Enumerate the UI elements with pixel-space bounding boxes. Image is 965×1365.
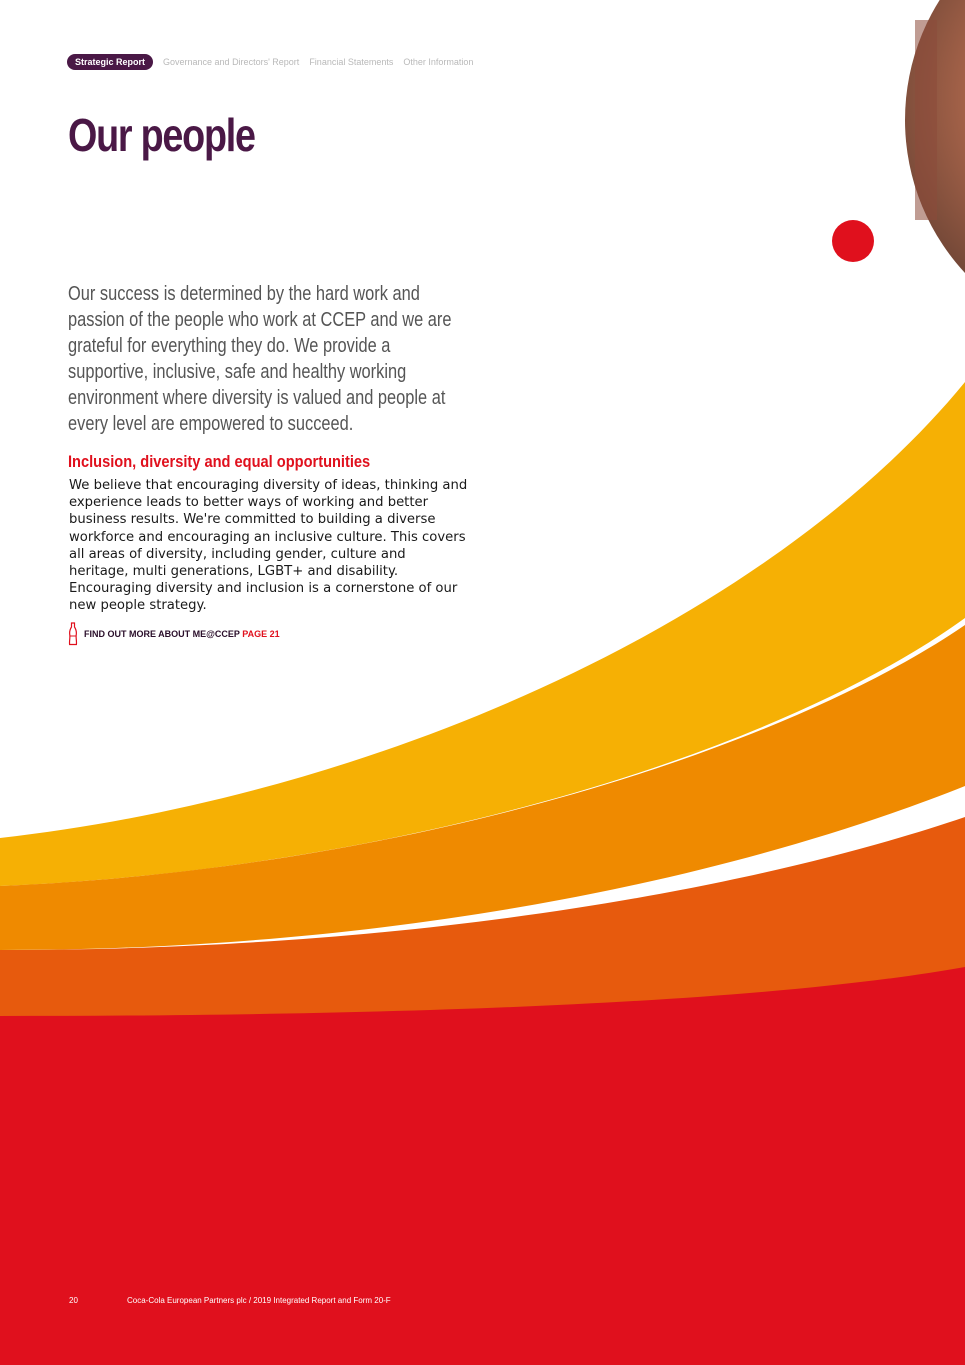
find-out-more-link[interactable]	[68, 622, 280, 646]
page-title: Our people	[68, 109, 255, 161]
publication-title: Coca-Cola European Partners plc / 2019 Integrated Report and Form 20-F	[127, 1296, 391, 1305]
section-body: We believe that encouraging diversity of ideas, thinking and experience leads to better ways of working and better business results. We're committed to building a diverse workforce and encouraging an inclusive culture. This covers all areas of diversity, including gender, culture and heritage, multi generations, LGBT+ and disability. Encouraging diversity and inclusion is a cornerstone of our new people strategy.	[69, 478, 468, 614]
intro-paragraph: Our success is determined by the hard work and passion of the people who work at CCEP and we are grateful for everything they do. We provide a supportive, inclusive, safe and healthy working environment where diversity is valued and people at every level are empowered to succeed.	[68, 283, 452, 435]
nav-tab-financial-statements[interactable]: Financial Statements	[309, 57, 394, 67]
photo-highlight	[915, 20, 937, 220]
red-dot	[832, 220, 874, 262]
cta-page-ref: PAGE 21	[242, 629, 280, 639]
section-nav	[67, 54, 473, 70]
cta-text: FIND OUT MORE ABOUT ME@CCEP	[84, 629, 240, 639]
cta-label	[84, 629, 280, 639]
page-number: 20	[69, 1296, 78, 1305]
nav-tab-strategic-report[interactable]: Strategic Report	[67, 54, 153, 70]
nav-tab-other-information[interactable]: Other Information	[403, 57, 474, 67]
section-heading: Inclusion, diversity and equal opportunities	[68, 452, 371, 471]
bottle-icon	[68, 622, 78, 646]
nav-tab-governance[interactable]: Governance and Directors' Report	[163, 57, 300, 67]
red-wave	[0, 967, 965, 1365]
